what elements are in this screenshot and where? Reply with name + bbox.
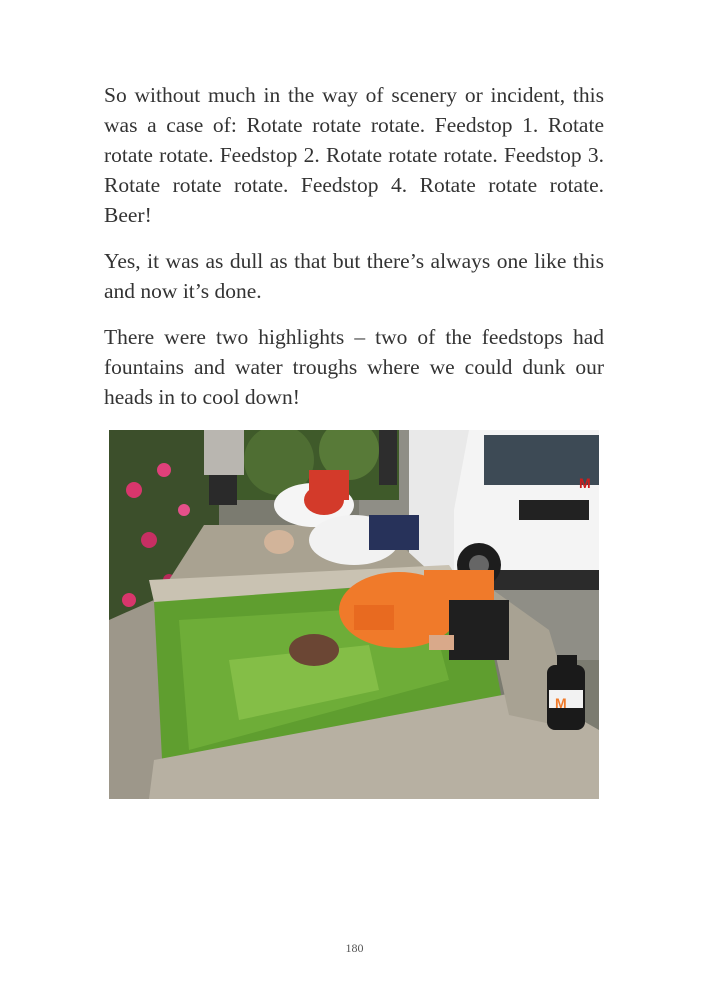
paragraph-1: So without much in the way of scenery or incident, this was a case of: Rotate rotate rotate. Feedstop 1. Rotate rotate rotate. Feedstop 2. Rotate rotate rotate. Feedstop 3. Rotate rotate rotate. Feedstop 4. Rotate rotate rotate. Beer! xyxy=(104,83,604,227)
van-logo: M xyxy=(579,475,591,491)
water-trough-photo xyxy=(109,430,599,799)
page-body xyxy=(104,80,604,428)
page-number: 180 xyxy=(345,941,364,955)
paragraph-2: Yes, it was as dull as that but there’s always one like this and now it’s done. xyxy=(104,249,604,303)
bottle-logo: M xyxy=(555,695,567,711)
water-bottle xyxy=(547,655,585,730)
paragraph-3: There were two highlights – two of the feedstops had fountains and water troughs where we could dunk our heads in to cool down! xyxy=(104,325,604,409)
